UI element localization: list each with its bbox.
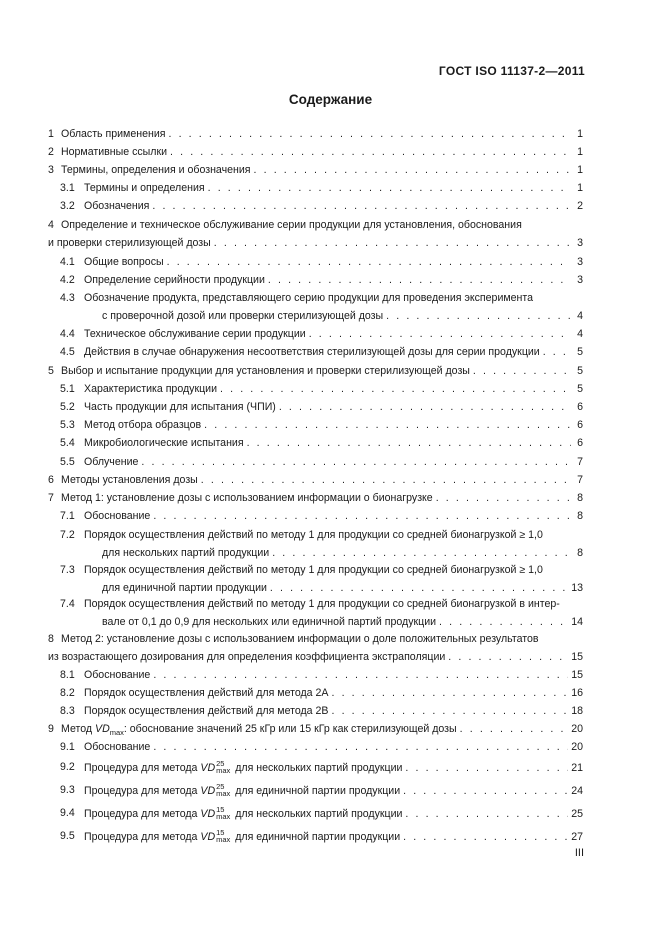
- vd-indices: [216, 784, 230, 797]
- entry-title: Термины и определения: [84, 182, 205, 194]
- entry-page-number: 8: [577, 547, 583, 559]
- vd-superscript: 15: [216, 807, 225, 814]
- entry-number: 9.1: [60, 741, 75, 753]
- entry-title-prefix: Процедура для метода: [84, 807, 201, 820]
- entry-number: 4.1: [60, 256, 75, 268]
- toc-entry[interactable]: [60, 741, 583, 755]
- vd-indices: [216, 830, 230, 843]
- entry-title-line: [84, 741, 583, 754]
- entry-title: Обозначения: [84, 200, 150, 212]
- toc-entry[interactable]: [60, 200, 583, 214]
- entry-page-number: 7: [577, 456, 583, 468]
- vd-subscript: max: [109, 728, 124, 736]
- entry-page-number: 20: [571, 741, 583, 753]
- entry-page-number: 8: [577, 510, 583, 522]
- toc-entry[interactable]: [60, 598, 583, 630]
- dot-leader: [270, 582, 568, 595]
- entry-title-line: [84, 383, 583, 396]
- entry-page-number: 1: [577, 128, 583, 140]
- vd-subscript: max: [216, 812, 231, 820]
- entry-title-suffix: для нескольких партий продукции: [232, 761, 403, 774]
- vd-superscript: 25: [216, 761, 225, 768]
- toc-entry[interactable]: [48, 365, 583, 379]
- dot-leader: [141, 456, 571, 469]
- entry-number: 5.3: [60, 419, 75, 431]
- entry-page-number: 27: [571, 830, 583, 843]
- entry-number: 7.1: [60, 510, 75, 522]
- entry-title-line: [84, 687, 583, 700]
- entry-page-number: 6: [577, 401, 583, 413]
- entry-page-number: 5: [577, 346, 583, 358]
- entry-title-suffix: для нескольких партий продукции: [232, 807, 403, 820]
- entry-title: вале от 0,1 до 0,9 для нескольких или единичной партий продукции: [102, 616, 437, 628]
- entry-number: 8.1: [60, 669, 75, 681]
- entry-title-line: [61, 146, 583, 159]
- toc-entry[interactable]: [60, 256, 583, 270]
- dot-leader: [208, 182, 571, 195]
- entry-title: Термины, определения и обозначения: [61, 164, 251, 176]
- entry-number: 8: [48, 633, 54, 645]
- entry-title-line: [84, 256, 583, 269]
- entry-title-line: [61, 365, 583, 378]
- entry-page-number: 6: [577, 437, 583, 449]
- entry-page-number: 3: [577, 237, 583, 249]
- entry-title-line: [84, 182, 583, 195]
- entry-title-line: [84, 761, 583, 774]
- toc-entry[interactable]: [48, 633, 583, 665]
- entry-title: Техническое обслуживание серии продукции: [84, 328, 306, 340]
- entry-page-number: 25: [571, 807, 583, 820]
- dot-leader: [214, 237, 571, 250]
- entry-page-number: 1: [577, 146, 583, 158]
- entry-title: Порядок осуществления действий для метода 2B: [84, 705, 329, 717]
- entry-title: Порядок осуществления действий для метода 2A: [84, 687, 329, 699]
- dot-leader: [204, 419, 571, 432]
- entry-title-line: [61, 723, 583, 736]
- toc-entry[interactable]: [48, 219, 583, 251]
- toc-entry[interactable]: [60, 456, 583, 470]
- page-number: III: [574, 847, 584, 859]
- dot-leader: [152, 200, 571, 213]
- entry-number: 3: [48, 164, 54, 176]
- dot-leader: [460, 723, 569, 736]
- entry-page-number: 4: [577, 310, 583, 322]
- toc-entry[interactable]: [60, 437, 583, 451]
- entry-title-line1: Определение и техническое обслуживание серии продукции для установления, обоснования: [61, 219, 522, 231]
- entry-title-line: [61, 128, 583, 141]
- entry-page-number: 20: [571, 723, 583, 735]
- toc-entry[interactable]: [48, 146, 583, 160]
- entry-title-line: [84, 274, 583, 287]
- entry-page-number: 3: [577, 274, 583, 286]
- toc-entry[interactable]: [60, 419, 583, 433]
- entry-number: 4.5: [60, 346, 75, 358]
- entry-number: 5: [48, 365, 54, 377]
- toc-entry[interactable]: [60, 292, 583, 324]
- dot-leader: [170, 146, 571, 159]
- dot-leader: [153, 741, 568, 754]
- entry-title-line: [84, 200, 583, 213]
- entry-title: Методы установления дозы: [61, 474, 198, 486]
- entry-number: 9: [48, 723, 54, 735]
- entry-title-line: [84, 807, 583, 820]
- toc-entry[interactable]: [48, 128, 583, 142]
- dot-leader: [220, 383, 571, 396]
- entry-title-line1: Обозначение продукта, представляющего серию продукции для проведения эксперимента: [84, 292, 534, 304]
- entry-number: 9.4: [60, 807, 75, 819]
- entry-number: 5.5: [60, 456, 75, 468]
- entry-title-line: [84, 669, 583, 682]
- dot-leader: [403, 831, 568, 843]
- entry-page-number: 2: [577, 200, 583, 212]
- toc-entry[interactable]: [60, 564, 583, 596]
- entry-title-line: [84, 419, 583, 432]
- dot-leader: [405, 762, 568, 774]
- dot-leader: [153, 669, 568, 682]
- vd-subscript: max: [216, 835, 231, 843]
- vd-superscript: 25: [216, 784, 225, 791]
- entry-title-line: [84, 510, 583, 523]
- entry-title: и проверки стерилизующей дозы: [48, 237, 211, 249]
- entry-title-suffix: для единичной партии продукции: [232, 830, 401, 843]
- entry-title-prefix: Метод: [61, 723, 95, 735]
- entry-title-line: [84, 401, 583, 414]
- entry-number: 8.3: [60, 705, 75, 717]
- entry-title-prefix: Процедура для метода: [84, 784, 201, 797]
- entry-number: 4.4: [60, 328, 75, 340]
- toc-entry[interactable]: [60, 705, 583, 719]
- entry-number: 6: [48, 474, 54, 486]
- toc-entry[interactable]: [60, 401, 583, 415]
- entry-title: Действия в случае обнаружения несоответствия стерилизующей дозы для серии продукции: [84, 346, 540, 358]
- entry-title: [84, 784, 400, 797]
- entry-title: Метод 1: установление дозы с использованием информации о бионагрузке: [61, 492, 433, 504]
- toc-entry[interactable]: [60, 383, 583, 397]
- dot-leader: [268, 274, 571, 287]
- entry-number: 3.2: [60, 200, 75, 212]
- entry-title: Часть продукции для испытания (ЧПИ): [84, 401, 276, 413]
- entry-title: Область применения: [61, 128, 166, 140]
- entry-title-line: [48, 651, 583, 664]
- entry-page-number: 3: [577, 256, 583, 268]
- dot-leader: [448, 651, 568, 664]
- entry-title: Микробиологические испытания: [84, 437, 244, 449]
- toc-entry[interactable]: [48, 723, 583, 737]
- dot-leader: [473, 365, 571, 378]
- entry-number: 5.2: [60, 401, 75, 413]
- dot-leader: [153, 510, 571, 523]
- vd-symbol: VD: [200, 761, 216, 774]
- entry-title: Облучение: [84, 456, 139, 468]
- entry-title-line1: Порядок осуществления действий по методу 1 для продукции со средней бионагрузкой ≥ 1,0: [84, 564, 543, 576]
- entry-page-number: 15: [571, 669, 583, 681]
- entry-page-number: 1: [577, 164, 583, 176]
- dot-leader: [247, 437, 571, 450]
- entry-title-line: [84, 328, 583, 341]
- entry-title: Общие вопросы: [84, 256, 164, 268]
- dot-leader: [331, 687, 568, 700]
- vd-symbol: VD: [200, 830, 216, 843]
- toc-entry[interactable]: [60, 761, 583, 775]
- dot-leader: [403, 785, 568, 797]
- entry-number: 2: [48, 146, 54, 158]
- entry-title-line: [84, 784, 583, 797]
- dot-leader: [167, 256, 571, 269]
- entry-title-line: [84, 437, 583, 450]
- entry-title: Характеристика продукции: [84, 383, 218, 395]
- entry-title-line: [61, 474, 583, 487]
- entry-page-number: 14: [571, 616, 583, 628]
- entry-title-line: [84, 830, 583, 843]
- entry-page-number: 6: [577, 419, 583, 431]
- entry-number: 4.3: [60, 292, 75, 304]
- entry-title-line: [61, 492, 583, 505]
- entry-title: Обоснование: [84, 510, 151, 522]
- entry-number: 5.4: [60, 437, 75, 449]
- entry-title-suffix: : обоснование значений 25 кГр или 15 кГр как стерилизующей дозы: [123, 723, 457, 735]
- toc-entry[interactable]: [60, 510, 583, 524]
- toc-entry[interactable]: [60, 328, 583, 342]
- entry-title-line: [84, 346, 583, 359]
- dot-leader: [436, 492, 571, 505]
- entry-title: [84, 830, 400, 843]
- dot-leader: [254, 164, 571, 177]
- entry-page-number: 1: [577, 182, 583, 194]
- entry-page-number: 4: [577, 328, 583, 340]
- vd-subscript: max: [216, 766, 231, 774]
- toc-entry[interactable]: [48, 164, 583, 178]
- entry-number: 7.2: [60, 529, 75, 541]
- toc-entry[interactable]: [60, 669, 583, 683]
- entry-title: из возрастающего дозирования для определения коэффициента экстраполяции: [48, 651, 446, 663]
- entry-number: 3.1: [60, 182, 75, 194]
- vd-subscript: max: [216, 789, 231, 797]
- entry-page-number: 21: [571, 761, 583, 774]
- entry-title-line1: Порядок осуществления действий по методу 1 для продукции со средней бионагрузкой ≥ 1,0: [84, 529, 543, 541]
- entry-number: 9.2: [60, 761, 75, 773]
- entry-page-number: 24: [571, 784, 583, 797]
- entry-number: 9.5: [60, 830, 75, 842]
- dot-leader: [439, 616, 568, 629]
- dot-leader: [309, 328, 571, 341]
- entry-number: 7.4: [60, 598, 75, 610]
- dot-leader: [279, 401, 571, 414]
- toc-entry[interactable]: [60, 784, 583, 798]
- entry-page-number: 5: [577, 365, 583, 377]
- vd-indices: [216, 761, 230, 774]
- entry-title: для нескольких партий продукции: [102, 547, 270, 559]
- dot-leader: [331, 705, 568, 718]
- entry-title-prefix: Процедура для метода: [84, 830, 201, 843]
- entry-title: [84, 807, 402, 820]
- entry-title: Метод отбора образцов: [84, 419, 202, 431]
- dot-leader: [405, 808, 568, 820]
- entry-number: 9.3: [60, 784, 75, 796]
- document-code: ГОСТ ISO 11137-2—2011: [438, 64, 585, 78]
- entry-page-number: 8: [577, 492, 583, 504]
- entry-title-line: [102, 547, 583, 560]
- entry-title: для единичной партии продукции: [102, 582, 267, 594]
- vd-symbol: VD: [200, 784, 216, 797]
- entry-number: 4.2: [60, 274, 75, 286]
- dot-leader: [168, 128, 571, 141]
- entry-title-line: [61, 164, 583, 177]
- entry-title: Обоснование: [84, 669, 151, 681]
- toc-title: Содержание: [288, 92, 373, 107]
- toc-entry[interactable]: [48, 474, 583, 488]
- entry-title-line: [102, 616, 583, 629]
- entry-number: 1: [48, 128, 54, 140]
- entry-title-line: [102, 582, 583, 595]
- entry-page-number: 16: [571, 687, 583, 699]
- entry-title: Нормативные ссылки: [61, 146, 168, 158]
- toc-entry[interactable]: [60, 687, 583, 701]
- toc-entry[interactable]: [60, 182, 583, 196]
- entry-title-suffix: для единичной партии продукции: [232, 784, 401, 797]
- vd-indices: [216, 807, 230, 820]
- vd-superscript: 15: [216, 830, 225, 837]
- entry-number: 8.2: [60, 687, 75, 699]
- entry-title-line1: Метод 2: установление дозы с использованием информации о доле положительных результатов: [61, 633, 539, 645]
- entry-title-line: [84, 456, 583, 469]
- entry-number: 5.1: [60, 383, 75, 395]
- entry-number: 7.3: [60, 564, 75, 576]
- toc-entry[interactable]: [60, 807, 583, 821]
- toc-entry[interactable]: [60, 346, 583, 360]
- dot-leader: [272, 547, 571, 560]
- entry-title-line: [84, 705, 583, 718]
- entry-title: Определение серийности продукции: [84, 274, 265, 286]
- entry-title-line: [48, 237, 583, 250]
- entry-number: 4: [48, 219, 54, 231]
- dot-leader: [543, 346, 571, 359]
- toc-entry[interactable]: [48, 492, 583, 506]
- entry-title: [84, 761, 402, 774]
- entry-number: 7: [48, 492, 54, 504]
- entry-page-number: 5: [577, 383, 583, 395]
- entry-page-number: 7: [577, 474, 583, 486]
- dot-leader: [201, 474, 571, 487]
- toc-entry[interactable]: [60, 830, 583, 844]
- toc-entry[interactable]: [60, 529, 583, 561]
- entry-title: с проверочной дозой или проверки стерилизующей дозы: [102, 310, 384, 322]
- entry-title-prefix: Процедура для метода: [84, 761, 201, 774]
- vd-symbol: VD: [200, 807, 216, 820]
- entry-page-number: 15: [571, 651, 583, 663]
- entry-page-number: 13: [571, 582, 583, 594]
- entry-title-line: [102, 310, 583, 323]
- entry-title: [61, 723, 457, 736]
- entry-title: Обоснование: [84, 741, 151, 753]
- entry-title-line1: Порядок осуществления действий по методу 1 для продукции со средней бионагрузкой в интер-: [84, 598, 560, 610]
- entry-page-number: 18: [571, 705, 583, 717]
- entry-title: Выбор и испытание продукции для установления и проверки стерилизующей дозы: [61, 365, 470, 377]
- toc-entry[interactable]: [60, 274, 583, 288]
- dot-leader: [386, 310, 571, 323]
- vd-symbol: VD: [95, 723, 110, 735]
